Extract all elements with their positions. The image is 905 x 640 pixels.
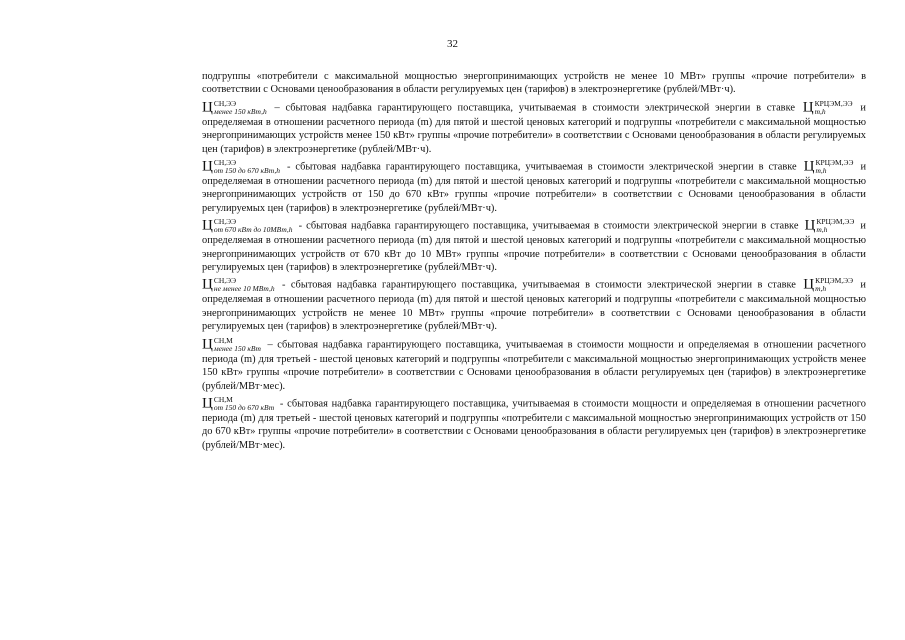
inline-tariff-symbol: Ц КРЦЭМ,ЭЭ m,h [803,276,854,294]
definition-text: - сбытовая надбавка гарантирующего поставщика, учитываемая в стоимости электрической энергии в ставке [282,279,796,291]
definition-text: и определяемая в отношении расчетного периода (m) для пятой и шестой ценовых категорий и подгруппы «потребители с максимальной мощностью энергопринимающих устройств не менее 10 МВт» группы «прочие потребители» в соответствии с Основами ценообразования в области регулируемых цен (тарифов) в электроэнергетике (рублей/МВт·ч). [202,279,866,333]
definition-text: и определяемая в отношении расчетного периода (m) для пятой и шестой ценовых категорий и подгруппы «потребители с максимальной мощностью энергопринимающих устройств от 670 кВт до 10 МВт» группы «прочие потребители» в соответствии с Основами ценообразования в области регулируемых цен (тарифов) в электроэнергетике (рублей/МВт·ч). [202,220,866,274]
definition-text: - сбытовая надбавка гарантирующего поставщика, учитываемая в стоимости электрической энергии в ставке [298,220,799,232]
definition-paragraph [202,100,866,156]
definition-paragraph [202,159,866,215]
definition-text: – сбытовая надбавка гарантирующего поставщика, учитываемая в стоимости мощности и определяемая в отношении расчетного периода (m) для третьей - шестой ценовых категорий и подгруппы «потребители с максимальной мощностью энергопринимающих устройств менее 150 кВт» группы «прочие потребители» в соответствии с Основами ценообразования в области регулируемых цен (тарифов) в электроэнергетике (рублей/МВт·мес). [202,339,866,392]
definition-text: и определяемая в отношении расчетного периода (m) для пятой и шестой ценовых категорий и подгруппы «потребители с максимальной мощностью энергопринимающих устройств от 150 до 670 кВт» группы «прочие потребители» в соответствии с Основами ценообразования в области регулируемых цен (тарифов) в электроэнергетике (рублей/МВт·ч). [202,161,866,214]
intro-paragraph: подгруппы «потребители с максимальной мощностью энергопринимающих устройств не менее 10 МВт» группы «прочие потребители» в соответствии с Основами ценообразования в области регулируемых цен (тарифов) в электроэнергетике (рублей/МВт·ч). [202,71,866,96]
inline-tariff-symbol: Ц КРЦЭМ,ЭЭ m,h [803,158,854,176]
definition-text: и определяемая в отношении расчетного периода (m) для пятой и шестой ценовых категорий и подгруппы «потребители с максимальной мощностью энергопринимающих устройств менее 150 кВт» группы «прочие потребители» в соответствии с Основами ценообразования в области регулируемых цен (тарифов) в электроэнергетике (рублей/МВт·ч). [202,102,866,155]
tariff-symbol: Ц СН,ЭЭ менее 150 кВт,h [202,98,267,116]
tariff-symbol: Ц СН,ЭЭ не менее 10 МВт,h [202,276,275,294]
inline-tariff-symbol: Ц КРЦЭМ,ЭЭ m,h [804,217,855,235]
tariff-symbol: Ц СН,ЭЭ от 670 кВт до 10МВт,h [202,217,293,235]
tariff-symbol: Ц СН,М от 150 до 670 кВт [202,394,275,412]
definition-text: – сбытовая надбавка гарантирующего поставщика, учитываемая в стоимости электрической энергии в ставке [274,102,795,114]
tariff-symbol: Ц СН,ЭЭ от 150 до 670 кВт,h [202,158,280,176]
definition-paragraph [202,337,866,393]
document-body [202,70,866,455]
page-number: 32 [447,38,458,50]
definition-text: - сбытовая надбавка гарантирующего поставщика, учитываемая в стоимости мощности и определяемая в отношении расчетного периода (m) для третьей - шестой ценовых категорий и подгруппы «потребители с максимальной мощностью энергопринимающих устройств от 150 до 670 кВт» группы «прочие потребители» в соответствии с Основами ценообразования в области регулируемых цен (тарифов) в электроэнергетике (рублей/МВт·мес). [202,398,866,451]
tariff-symbol: Ц СН,М менее 150 кВт [202,335,261,353]
definition-paragraph [202,396,866,452]
definition-paragraph [202,218,866,274]
definition-text: - сбытовая надбавка гарантирующего поставщика, учитываемая в стоимости электрической энергии в ставке [286,161,797,173]
inline-tariff-symbol: Ц КРЦЭМ,ЭЭ m,h [802,98,853,116]
definition-paragraph [202,277,866,333]
